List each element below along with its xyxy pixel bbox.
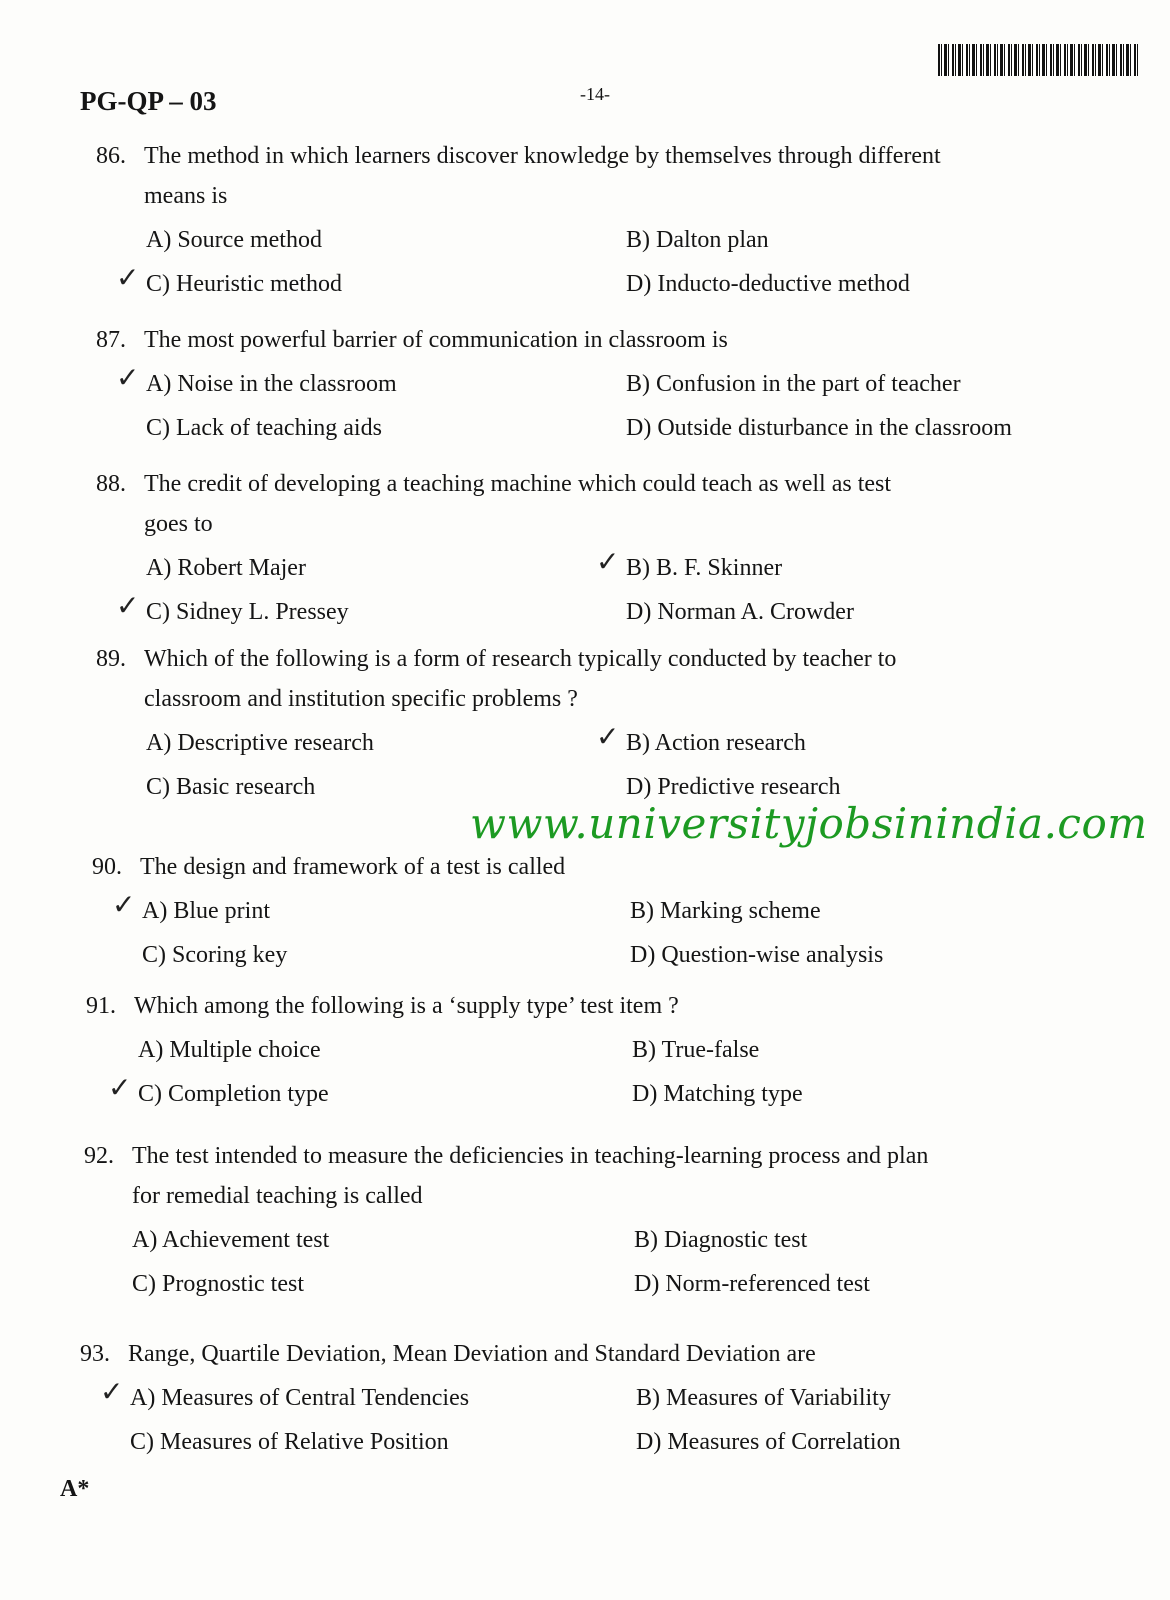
option-label: A) Descriptive research [146,730,374,756]
option-label: A) Achievement test [132,1227,330,1253]
option-c [132,1270,304,1299]
option-label: D) Predictive research [626,774,841,800]
option-label: D) Measures of Correlation [636,1429,901,1455]
option-c [116,589,349,627]
option-label: A) Robert Majer [146,555,306,581]
question-text [86,992,679,1021]
question-text [80,1340,816,1369]
option-d [626,270,910,299]
option-a [138,1036,321,1065]
option-label: C) Scoring key [142,942,288,968]
question-line: The credit of developing a teaching machine which could teach as well as test [144,471,892,497]
option-b [630,897,821,926]
option-a [146,226,322,255]
option-b [626,370,961,399]
option-d [630,941,883,970]
option-label: C) Completion type [138,1081,329,1107]
handwritten-tick-icon: ✓ [112,888,136,921]
option-c [146,414,382,443]
question-line: classroom and institution specific problems ? [144,686,578,712]
question-line: for remedial teaching is called [132,1183,423,1209]
handwritten-tick-icon: ✓ [596,545,620,578]
question-text [96,645,896,674]
question-number: 88. [96,471,126,497]
option-label: A) Multiple choice [138,1037,321,1063]
handwritten-tick-icon: ✓ [596,720,620,753]
option-a [112,888,270,926]
option-label: C) Prognostic test [132,1271,304,1297]
question-number: 92. [84,1143,114,1169]
question-line: The test intended to measure the deficiencies in teaching-learning process and plan [132,1143,929,1169]
question-text [96,685,578,714]
option-a [146,554,306,583]
question-number: 87. [96,327,126,353]
option-b [636,1384,891,1413]
question-line: means is [144,183,228,209]
option-a [146,729,374,758]
option-label: B) True-false [632,1037,760,1063]
question-line: Which of the following is a form of research typically conducted by teacher to [144,646,897,672]
option-label: C) Heuristic method [146,271,342,297]
option-label: B) Marking scheme [630,898,821,924]
barcode [938,44,1138,76]
question-text [84,1142,928,1171]
option-label: C) Measures of Relative Position [130,1429,449,1455]
option-label: D) Norman A. Crowder [626,599,854,625]
option-label: B) Dalton plan [626,227,769,253]
option-a [116,361,397,399]
option-b [626,226,769,255]
option-a [132,1226,329,1255]
page-number: -14- [580,84,610,104]
question-text [96,142,941,171]
question-line: The design and framework of a test is called [140,854,566,880]
watermark: www.universityjobsinindia.com [470,799,1148,848]
option-d [634,1270,870,1299]
option-b [634,1226,807,1255]
handwritten-tick-icon: ✓ [116,261,140,294]
option-b [596,720,806,758]
option-label: B) Action research [626,730,806,756]
option-label: B) Measures of Variability [636,1385,891,1411]
option-d [626,598,854,627]
question-line: Range, Quartile Deviation, Mean Deviation and Standard Deviation are [128,1341,816,1367]
question-text [96,182,227,211]
option-d [626,414,1012,443]
question-number: 93. [80,1341,110,1367]
option-c [146,773,315,802]
question-text [96,510,213,539]
option-b [632,1036,759,1065]
handwritten-tick-icon: ✓ [116,361,140,394]
option-label: D) Outside disturbance in the classroom [626,415,1012,441]
option-d [632,1080,803,1109]
option-label: A) Measures of Central Tendencies [130,1385,470,1411]
question-line: The most powerful barrier of communication in classroom is [144,327,728,353]
option-label: B) Confusion in the part of teacher [626,371,961,397]
option-label: D) Inducto-deductive method [626,271,910,297]
question-text [84,1182,423,1211]
option-a [100,1375,470,1413]
option-label: C) Basic research [146,774,316,800]
option-label: C) Sidney L. Pressey [146,599,349,625]
paper-code: PG-QP – 03 [80,86,217,116]
option-d [636,1428,901,1457]
option-label: C) Lack of teaching aids [146,415,382,441]
question-number: 86. [96,143,126,169]
handwritten-tick-icon: ✓ [100,1375,124,1408]
question-number: 90. [92,854,122,880]
option-c [142,941,287,970]
option-c [108,1071,329,1109]
option-b [596,545,783,583]
option-d [626,773,841,802]
option-c [116,261,342,299]
option-label: A) Source method [146,227,322,253]
handwritten-tick-icon: ✓ [116,589,140,622]
footer-series: A* [60,1476,90,1502]
question-line: goes to [144,511,213,537]
question-text [96,470,891,499]
option-label: D) Question-wise analysis [630,942,884,968]
handwritten-tick-icon: ✓ [108,1071,132,1104]
option-label: B) B. F. Skinner [626,555,783,581]
option-label: B) Diagnostic test [634,1227,808,1253]
question-text [96,326,728,355]
option-label: A) Noise in the classroom [146,371,397,397]
question-number: 91. [86,993,116,1019]
option-label: A) Blue print [142,898,270,924]
option-c [130,1428,449,1457]
question-line: The method in which learners discover knowledge by themselves through different [144,143,941,169]
question-line: Which among the following is a ‘supply type’ test item ? [134,993,679,1019]
question-text [92,853,565,882]
option-label: D) Matching type [632,1081,803,1107]
question-number: 89. [96,646,126,672]
option-label: D) Norm-referenced test [634,1271,870,1297]
